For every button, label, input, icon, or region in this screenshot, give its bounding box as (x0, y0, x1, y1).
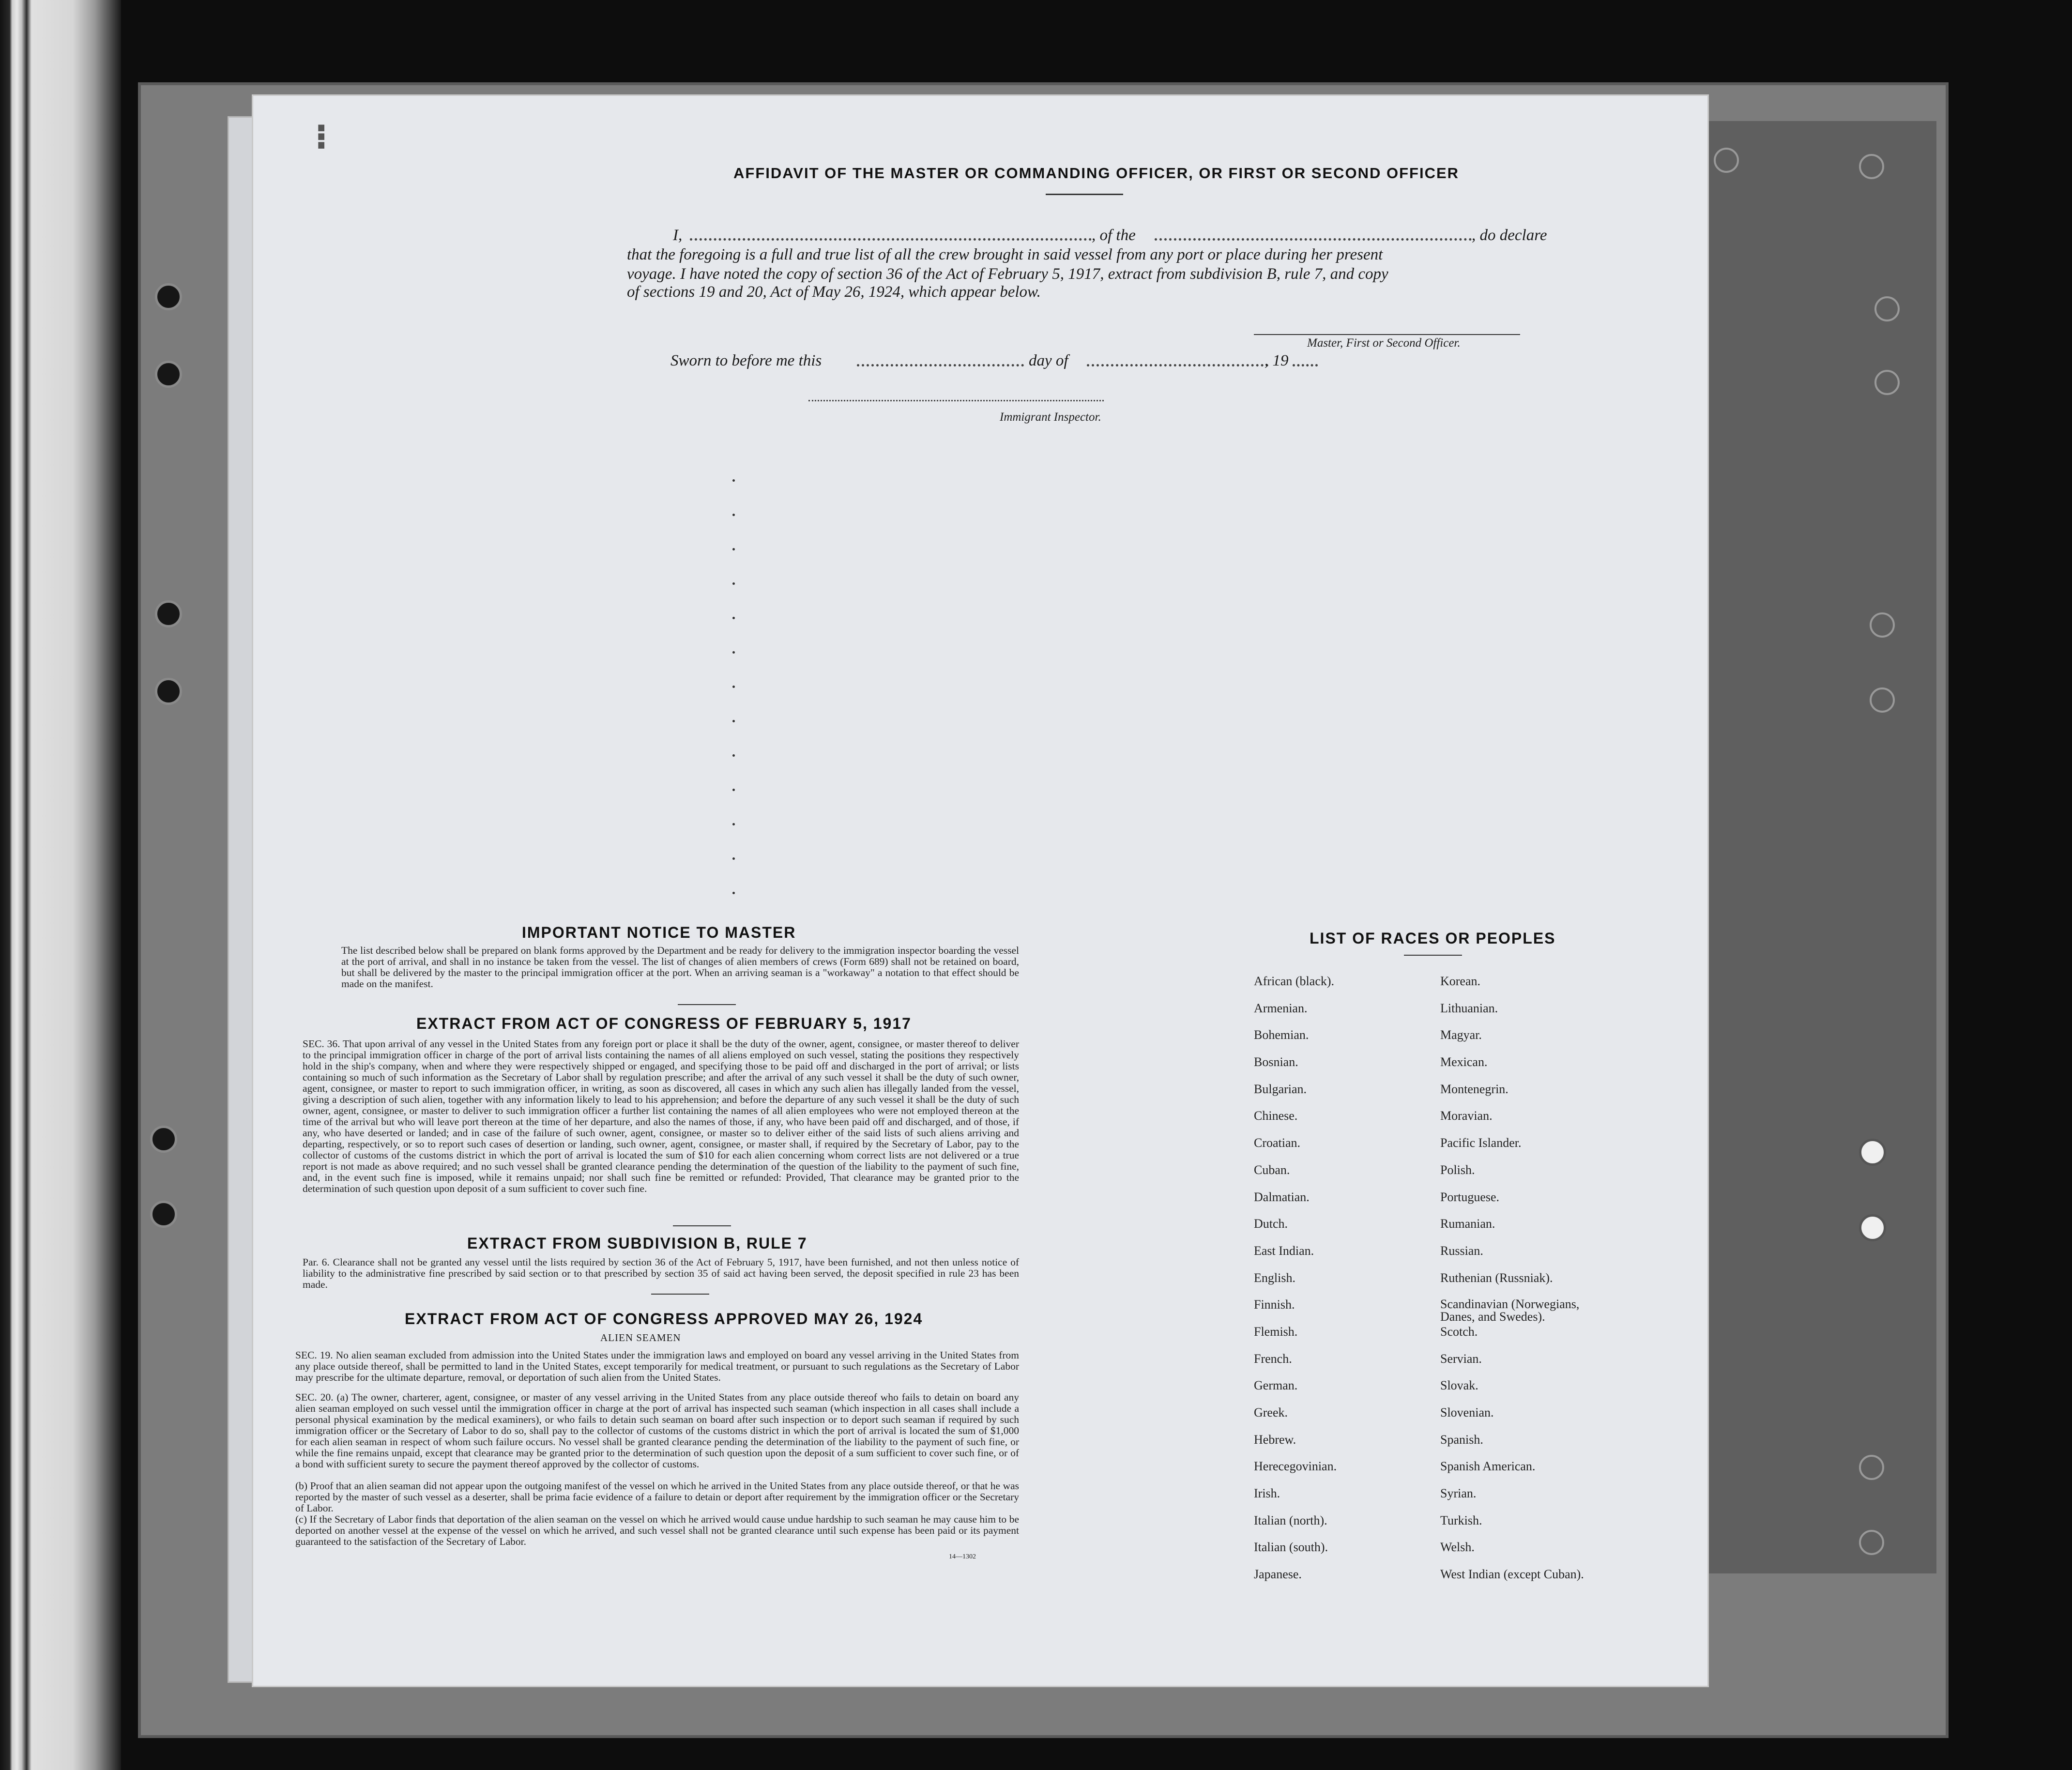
sworn-month-blank (1087, 364, 1268, 366)
race-item: Welsh. (1440, 1540, 1475, 1555)
race-item: Servian. (1440, 1351, 1482, 1366)
binder-hole (155, 600, 182, 627)
section-rule (651, 1294, 709, 1295)
race-item: English. (1254, 1270, 1295, 1285)
race-item: French. (1254, 1351, 1292, 1366)
race-item: Bosnian. (1254, 1055, 1298, 1069)
corner-mark: ⁝ (315, 116, 328, 157)
page-ring (1874, 296, 1900, 321)
notice-body: The list described below shall be prepared on blank forms approved by the Department and be ready for delivery to the immigration inspector boarding the vessel at the port of arrival, and shall in no instance be taken from the vessel. The list of changes of alien members of crews (Form 689) shall not be retained on board, but shall be delivered by the master to the principal immigration officer at the port. When an arriving seaman is a "workaway" a notation to that effect should be made on the manifest. (341, 945, 1019, 990)
race-item: Italian (south). (1254, 1540, 1328, 1555)
binder-hole (155, 361, 182, 388)
sworn-day-of: day of (1029, 352, 1068, 369)
race-item: Russian. (1440, 1243, 1483, 1258)
race-item: Ruthenian (Russniak). (1440, 1270, 1553, 1285)
sworn-day-blank (857, 364, 1024, 366)
sworn-year: , 19 (1265, 352, 1289, 369)
notice-title: IMPORTANT NOTICE TO MASTER (522, 924, 796, 941)
extract-1924-subtitle: ALIEN SEAMEN (600, 1332, 681, 1343)
race-item: West Indian (except Cuban). (1440, 1567, 1584, 1582)
page-ring (1870, 687, 1895, 713)
race-item: Slovak. (1440, 1378, 1478, 1393)
extract-1924-title: EXTRACT FROM ACT OF CONGRESS APPROVED MAY 26, 1924 (405, 1310, 923, 1328)
page-ring (1874, 370, 1900, 395)
extract-rule7-title: EXTRACT FROM SUBDIVISION B, RULE 7 (467, 1235, 807, 1252)
race-item: Finnish. (1254, 1297, 1295, 1312)
sworn-year-blank (1293, 364, 1318, 366)
race-item: Turkish. (1440, 1513, 1482, 1527)
page-ring (1859, 154, 1884, 179)
affidavit-line2: that the foregoing is a full and true list of all the crew brought in said vessel from any port or place during her present (627, 246, 1383, 263)
race-item: Dutch. (1254, 1217, 1288, 1231)
extract-1924-sec20a: SEC. 20. (a) The owner, charterer, agent, consignee, or master of any vessel arriving in the United States from any place outside thereof who fails to detain on board any alien seaman employed on such vessel until the immigration officer in charge at the port of arrival has inspected such seaman (which inspection in all cases shall include a personal physical examination by the medical examiners), or who fails to detain such seaman on board after such inspection or to deport such seaman if required by such immigration officer or the Secretary of Labor to do so, shall pay to the collector of customs of the customs district in which the port of arrival is located the sum of $1,000 for each alien seaman in respect of whom such failure occurs. No vessel shall be granted clearance pending the determination of the liability to the payment of such fine, or while the fine remains unpaid, except that clearance may be granted prior to the determination of such question upon the deposit of a sum sufficient to cover such fine, or of a bond with sufficient surety to secure the payment thereof approved by the collector of customs. (295, 1391, 1019, 1470)
affidavit-title: AFFIDAVIT OF THE MASTER OR COMMANDING OFFICER, OR FIRST OR SECOND OFFICER (733, 165, 1460, 182)
extract-1924-sec19: SEC. 19. No alien seaman excluded from admission into the United States under the immigration laws and employed on board any vessel arriving in the United States from any place outside thereof, shall be permitted to land in the United States, except temporarily for medical treatment, or pursuant to such regulations as the Secretary of Labor may prescribe for the ultimate departure, removal, or deportation of such alien from the United States. (295, 1349, 1019, 1383)
page-ring (1870, 612, 1895, 638)
extract-1917-title: EXTRACT FROM ACT OF CONGRESS OF FEBRUARY 5, 1917 (416, 1015, 912, 1032)
blank-area-dots (732, 479, 735, 926)
race-item: Dalmatian. (1254, 1190, 1310, 1204)
race-item: Greek. (1254, 1405, 1288, 1419)
binder-hole (1859, 1139, 1886, 1166)
race-item: Cuban. (1254, 1162, 1290, 1177)
race-item: Chinese. (1254, 1109, 1298, 1123)
race-item: Moravian. (1440, 1109, 1493, 1123)
race-item: Spanish American. (1440, 1459, 1536, 1474)
race-item: Magyar. (1440, 1028, 1482, 1042)
inspector-label: Immigrant Inspector. (1000, 411, 1101, 424)
race-item: Flemish. (1254, 1324, 1298, 1339)
affidavit-line3: voyage. I have noted the copy of section 36 of the Act of February 5, 1917, extract from subdivision B, rule 7, and copy (627, 265, 1388, 283)
race-item: Armenian. (1254, 1001, 1308, 1015)
binder-hole (155, 283, 182, 310)
race-item: Bulgarian. (1254, 1082, 1307, 1096)
binder-hole (155, 678, 182, 705)
name-blank (690, 238, 1092, 241)
binder-edge (0, 0, 121, 1770)
affidavit-line4: of sections 19 and 20, Act of May 26, 1924, which appear below. (627, 283, 1041, 301)
races-left-column (1254, 975, 1337, 1595)
race-item: African (black). (1254, 974, 1335, 988)
affidavit-i: I, (673, 227, 683, 244)
race-item: Croatian. (1254, 1136, 1301, 1150)
race-item: Bohemian. (1254, 1028, 1309, 1042)
inspector-signature-line (808, 400, 1104, 401)
binder-hole (150, 1201, 177, 1228)
page-ring (1859, 1530, 1884, 1555)
race-item: Irish. (1254, 1486, 1280, 1501)
race-item: Spanish. (1440, 1432, 1483, 1447)
race-item: Polish. (1440, 1162, 1475, 1177)
race-item: Lithuanian. (1440, 1001, 1498, 1015)
master-signature-line (1254, 334, 1520, 335)
race-item: Italian (north). (1254, 1513, 1327, 1527)
race-item: Portuguese. (1440, 1190, 1500, 1204)
page-ring (1859, 1455, 1884, 1480)
page-ring (1714, 148, 1739, 173)
extract-rule7-body: Par. 6. Clearance shall not be granted any vessel until the lists required by section 36 of the Act of February 5, 1917, have been furnished, and not then unless notice of liability to the administrative fine prescribed by said section or to that prescribed by section 35 of said act having been served, the deposit specified in rule 23 has been made. (303, 1256, 1019, 1290)
master-label: Master, First or Second Officer. (1307, 336, 1461, 350)
race-item: German. (1254, 1378, 1298, 1393)
races-title: LIST OF RACES OR PEOPLES (1310, 930, 1556, 947)
race-item: Scandinavian (Norwegians, Danes, and Swedes). (1440, 1297, 1580, 1324)
sworn-prefix: Sworn to before me this (670, 352, 822, 369)
section-rule (678, 1004, 736, 1005)
race-item: Montenegrin. (1440, 1082, 1508, 1096)
title-rule (1046, 194, 1123, 195)
extract-1924-sec20c: (c) If the Secretary of Labor finds that deportation of the alien seaman on the vessel on which he arrived would cause undue hardship to such seaman he may cause him to be deported on another vessel at the expense of the vessel on which he arrived, and such vessel shall not be granted clearance until such expense has been paid or its payment guaranteed to the satisfaction of the Secretary of Labor. (295, 1513, 1019, 1547)
race-item: Slovenian. (1440, 1405, 1494, 1419)
race-item: Syrian. (1440, 1486, 1477, 1501)
extract-1917-body: SEC. 36. That upon arrival of any vessel in the United States from any foreign port or place it shall be the duty of the owner, agent, consignee, or master thereof to deliver to the principal immigration officer in charge of the port of arrival lists containing the names of all aliens employed on such vessel, stating the positions they respectively hold in the ship's company, when and where they were respectively shipped or engaged, and specifying those to be paid off and discharged in the port of arrival; or lists containing so much of such information as the Secretary of Labor shall by regulation prescribe; and after the arrival of any such vessel it shall be the duty of such owner, agent, consignee, or master to report to such immigration officer, in writing, as soon as discovered, all cases in which any such alien has illegally landed from the vessel, giving a description of such alien, together with any information likely to lead to his apprehension; and before the departure of any such vessel it shall be the duty of such owner, agent, consignee, or master to deliver to such immigration officer a further list containing the names of all alien employees who were not employed thereon at the time of the arrival but who will leave port thereon at the time of her departure, and also the names of those, if any, who have been paid off and discharged, and of those, if any, who have deserted or landed; and in case of the failure of such owner, agent, consignee, or master so to deliver either of the said lists of such aliens arriving and departing, respectively, or so to report such cases of desertion or landing, such owner, agent, consignee, or master shall, if required by the Secretary of Labor, pay to the collector of customs of the customs district in which the port of arrival is located the sum of $10 for each alien concerning whom correct lists are not delivered or a true report is not made as above required; and no such vessel shall be granted clearance pending the determination of the question of the liability to the payment of such fine, and, in the event such fine is imposed, while it remains unpaid; nor shall such fine be remitted or refunded: Provided, That clearance may be granted prior to the determination of such question upon deposit of a sum sufficient to cover such fine. (303, 1038, 1019, 1194)
extract-1924-sec20b: (b) Proof that an alien seaman did not appear upon the outgoing manifest of the vessel on which he arrived in the United States from any place outside thereof, or that he was reported by the master of such vessel as a deserter, shall be prima facie evidence of a failure to detain or deport after requirement by the immigration officer or the Secretary of Labor. (295, 1480, 1019, 1514)
race-item: Scotch. (1440, 1324, 1478, 1339)
race-item: East Indian. (1254, 1243, 1314, 1258)
affidavit-of-the: , of the (1092, 227, 1136, 244)
races-right-column (1440, 975, 1615, 1595)
section-rule (673, 1225, 731, 1226)
affidavit-do-declare: , do declare (1472, 227, 1547, 244)
race-item: Mexican. (1440, 1055, 1488, 1069)
race-item: Herecegovinian. (1254, 1459, 1337, 1474)
binder-hole (1859, 1214, 1886, 1241)
form-number: 14—1302 (949, 1553, 976, 1560)
race-item: Hebrew. (1254, 1432, 1296, 1447)
race-item: Rumanian. (1440, 1217, 1495, 1231)
binder-hole (150, 1126, 177, 1153)
race-item: Japanese. (1254, 1567, 1302, 1582)
race-item: Pacific Islander. (1440, 1136, 1522, 1150)
race-item: Korean. (1440, 974, 1481, 988)
races-title-rule (1404, 955, 1462, 956)
vessel-blank (1155, 238, 1472, 241)
